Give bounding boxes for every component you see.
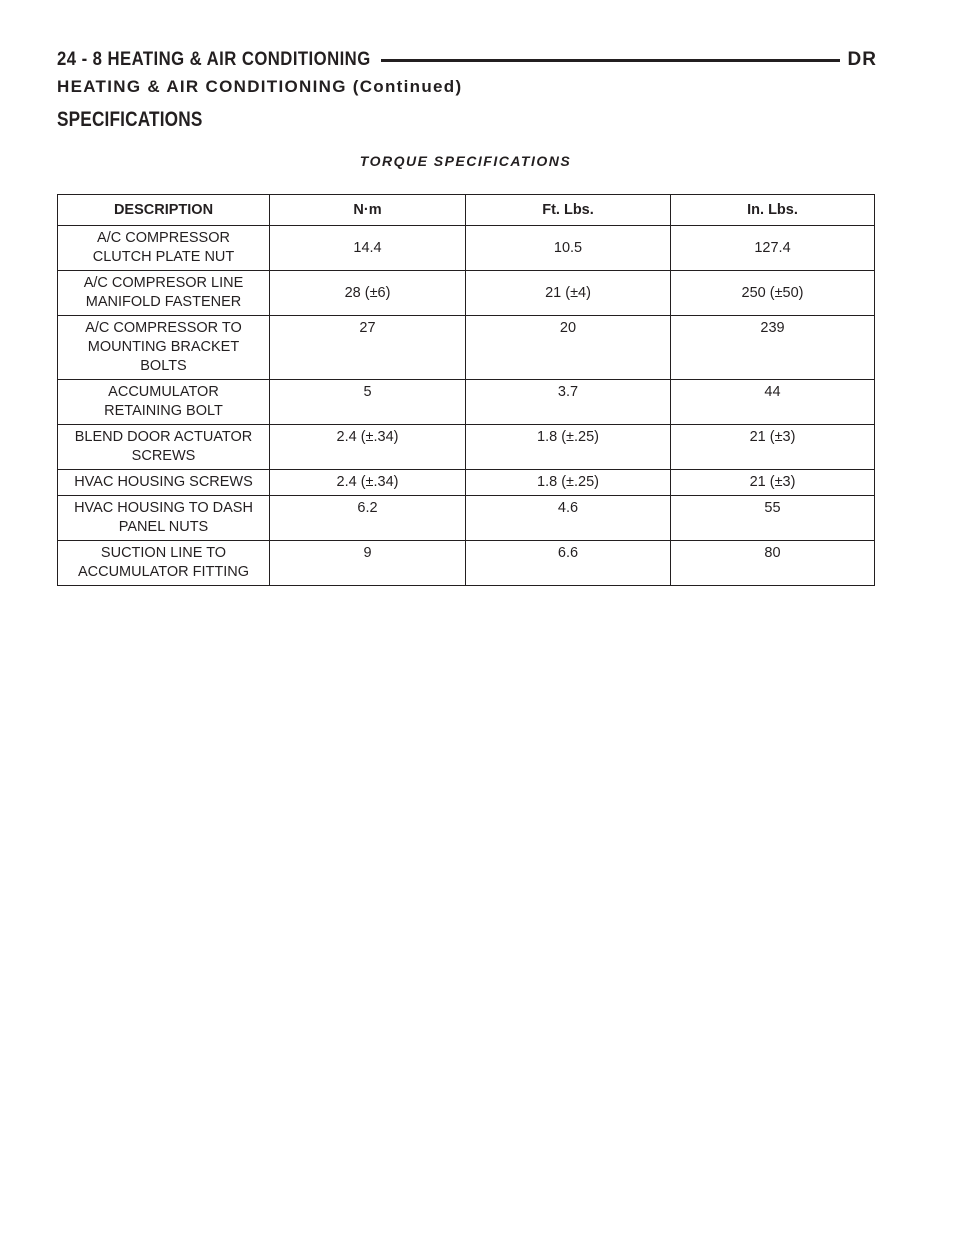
table-row	[58, 496, 875, 541]
description-line: MANIFOLD FASTENER	[85, 294, 242, 310]
page-section-label: 24 - 8 HEATING & AIR CONDITIONING	[57, 49, 371, 70]
cell-in-lbs: 44	[671, 380, 875, 425]
cell-description	[58, 226, 270, 271]
description-line: SUCTION LINE TO	[100, 545, 227, 561]
table-body	[58, 226, 875, 586]
description-line: BOLTS	[140, 358, 187, 374]
cell-nm: 2.4 (±.34)	[270, 425, 466, 470]
continued-heading: HEATING & AIR CONDITIONING (Continued)	[57, 77, 463, 96]
cell-in-lbs: 55	[671, 496, 875, 541]
cell-nm: 6.2	[270, 496, 466, 541]
cell-in-lbs: 239	[671, 316, 875, 380]
cell-ft-lbs: 6.6	[466, 541, 671, 586]
description-line: MOUNTING BRACKET	[87, 339, 240, 355]
cell-ft-lbs: 20	[466, 316, 671, 380]
cell-description	[58, 470, 270, 496]
table-title: TORQUE SPECIFICATIONS	[359, 153, 572, 169]
cell-description	[58, 496, 270, 541]
cell-nm: 5	[270, 380, 466, 425]
column-header-ft-lbs: Ft. Lbs.	[466, 195, 671, 226]
description-line: SCREWS	[131, 448, 196, 464]
description-line: PANEL NUTS	[118, 519, 209, 535]
cell-in-lbs: 127.4	[671, 226, 875, 271]
manual-code: DR	[847, 49, 877, 70]
cell-description	[58, 316, 270, 380]
table-row	[58, 470, 875, 496]
description-line: A/C COMPRESSOR	[97, 230, 230, 246]
cell-in-lbs: 21 (±3)	[671, 425, 875, 470]
cell-nm: 9	[270, 541, 466, 586]
page-header	[57, 44, 877, 76]
description-line: ACCUMULATOR	[108, 384, 219, 400]
cell-nm: 27	[270, 316, 466, 380]
description-line: RETAINING BOLT	[104, 403, 223, 419]
cell-nm: 2.4 (±.34)	[270, 470, 466, 496]
cell-nm: 14.4	[270, 226, 466, 271]
cell-ft-lbs: 10.5	[466, 226, 671, 271]
column-header-in-lbs: In. Lbs.	[671, 195, 875, 226]
cell-ft-lbs: 1.8 (±.25)	[466, 470, 671, 496]
table-row	[58, 541, 875, 586]
table-row	[58, 226, 875, 271]
table-row	[58, 380, 875, 425]
table-row	[58, 316, 875, 380]
description-line: HVAC HOUSING TO DASH	[74, 500, 253, 516]
description-line: ACCUMULATOR FITTING	[77, 564, 250, 580]
header-rule	[381, 59, 839, 62]
description-line: A/C COMPRESSOR TO	[85, 320, 242, 336]
cell-ft-lbs: 3.7	[466, 380, 671, 425]
table-row	[58, 271, 875, 316]
description-line: BLEND DOOR ACTUATOR	[74, 429, 253, 445]
cell-in-lbs: 21 (±3)	[671, 470, 875, 496]
description-line: HVAC HOUSING SCREWS	[74, 474, 253, 490]
cell-description	[58, 271, 270, 316]
table-row	[58, 425, 875, 470]
cell-ft-lbs: 4.6	[466, 496, 671, 541]
cell-nm: 28 (±6)	[270, 271, 466, 316]
description-line: CLUTCH PLATE NUT	[92, 249, 235, 265]
description-line: A/C COMPRESOR LINE	[83, 275, 244, 291]
cell-ft-lbs: 21 (±4)	[466, 271, 671, 316]
torque-spec-table	[57, 194, 875, 586]
cell-description	[58, 425, 270, 470]
cell-ft-lbs: 1.8 (±.25)	[466, 425, 671, 470]
cell-description	[58, 380, 270, 425]
column-header-nm: N·m	[270, 195, 466, 226]
section-title: SPECIFICATIONS	[57, 108, 203, 131]
table-header-row	[58, 195, 875, 226]
column-header-description: DESCRIPTION	[58, 195, 270, 226]
cell-in-lbs: 250 (±50)	[671, 271, 875, 316]
cell-description	[58, 541, 270, 586]
cell-in-lbs: 80	[671, 541, 875, 586]
